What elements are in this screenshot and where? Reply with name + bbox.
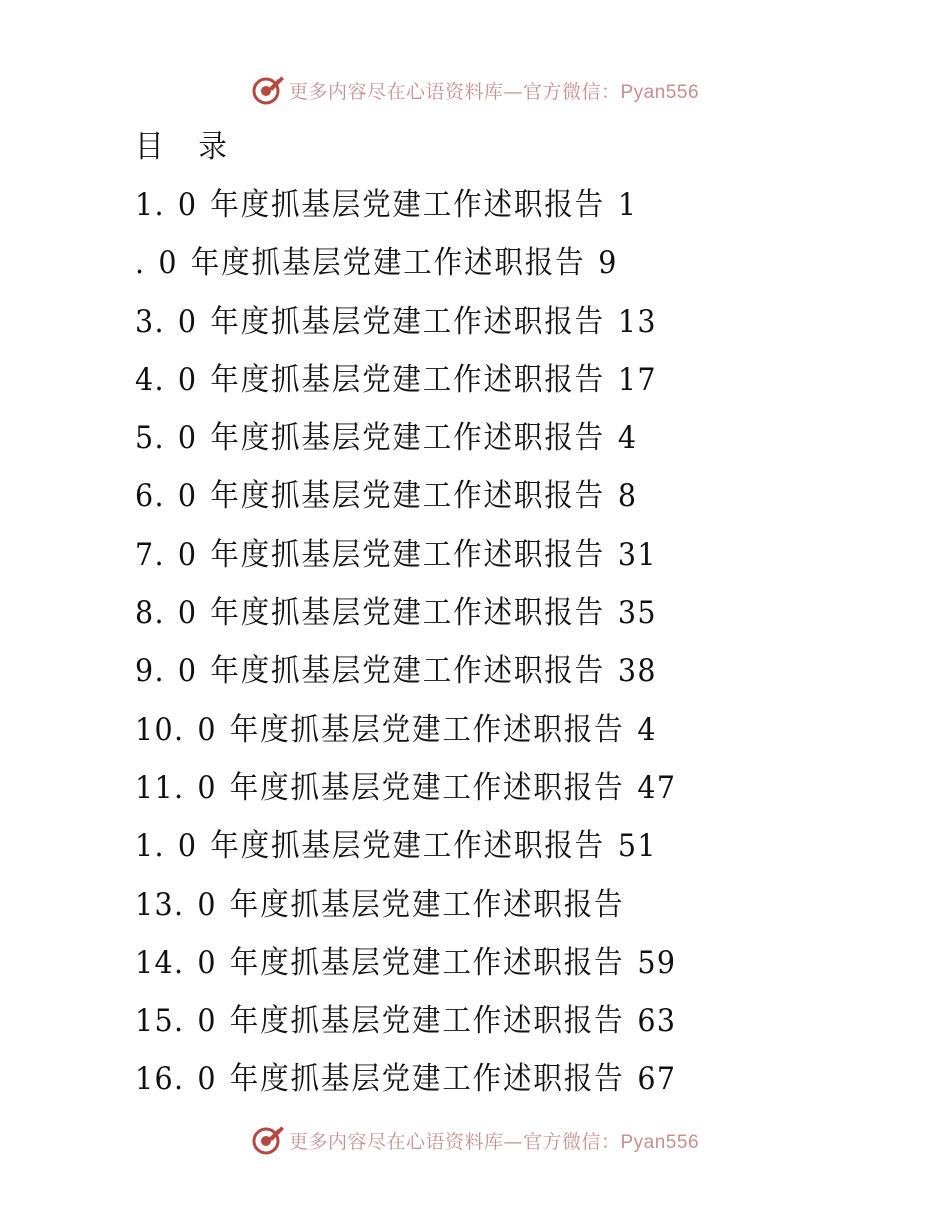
pen-nib-logo-icon [251, 73, 285, 107]
toc-entry-page: 35 [617, 595, 657, 632]
toc-entry [135, 351, 834, 409]
toc-entry-year: 0 [177, 653, 198, 690]
toc-entry-page: 4 [617, 420, 638, 457]
toc-entry-page: 8 [617, 478, 638, 515]
banner-slogan: 更多内容尽在心语资料库—官方微信： [288, 1130, 621, 1153]
toc-entry-number: 16. [135, 1061, 185, 1098]
banner-text [289, 1127, 699, 1154]
toc-entry-number: 6. [135, 478, 165, 515]
toc-entry-title: 年度抓基层党建工作述职报告 [229, 944, 625, 981]
toc-entry-title: 年度抓基层党建工作述职报告 [210, 828, 605, 865]
toc-entry-number: 4. [135, 361, 165, 398]
toc-list [135, 176, 895, 1109]
toc-entry-year: 0 [177, 595, 198, 632]
toc-entry-title: 年度抓基层党建工作述职报告 [229, 886, 625, 923]
toc-entry-number: 9. [135, 653, 165, 690]
toc-entry-title: 年度抓基层党建工作述职报告 [229, 1003, 625, 1040]
toc-entry [135, 409, 834, 467]
toc-entry-title: 年度抓基层党建工作述职报告 [210, 420, 605, 457]
toc-entry-title: 年度抓基层党建工作述职报告 [210, 536, 605, 573]
toc-entry [135, 234, 834, 292]
toc-entry-title: 年度抓基层党建工作述职报告 [229, 711, 625, 748]
toc-entry-number: 3. [135, 303, 165, 340]
toc-entry [135, 526, 834, 584]
toc-entry [135, 176, 834, 234]
toc-entry-number: 14. [135, 944, 185, 981]
toc-entry-page: 1 [617, 187, 638, 223]
footer-banner [0, 1120, 950, 1160]
banner-slogan: 更多内容尽在心语资料库—官方微信： [288, 80, 621, 103]
toc-entry-number: 11. [135, 769, 185, 806]
toc-entry [135, 642, 834, 700]
toc-entry-page: 17 [617, 361, 657, 398]
toc-entry-title: 年度抓基层党建工作述职报告 [190, 245, 586, 282]
pen-nib-logo-icon [251, 1123, 285, 1157]
toc-title: 目 录 [135, 129, 240, 165]
toc-entry [135, 701, 834, 759]
toc-entry-title: 年度抓基层党建工作述职报告 [210, 595, 605, 632]
toc-entry-page: 9 [598, 245, 618, 282]
toc-entry-page: 63 [637, 1003, 677, 1040]
wechat-id: Pyan556 [620, 81, 700, 103]
toc-entry-title: 年度抓基层党建工作述职报告 [210, 303, 605, 340]
toc-entry [135, 817, 834, 875]
toc-entry-page: 38 [617, 653, 657, 690]
toc-entry-page: 47 [637, 769, 677, 806]
toc-entry-year: 0 [158, 245, 178, 282]
toc-entry-title: 年度抓基层党建工作述职报告 [210, 653, 605, 690]
toc-entry-number: 5. [135, 420, 165, 457]
toc-entry-number: 7. [135, 536, 165, 573]
toc-entry-year: 0 [197, 886, 217, 923]
toc-entry-year: 0 [177, 828, 198, 865]
toc-entry [135, 584, 834, 642]
toc-entry-page: 51 [617, 828, 657, 865]
toc-entry-title: 年度抓基层党建工作述职报告 [229, 769, 625, 806]
toc-entry-number: 15. [135, 1003, 185, 1040]
toc-entry-title: 年度抓基层党建工作述职报告 [210, 478, 605, 515]
toc-entry-page: 67 [637, 1061, 677, 1098]
toc-entry-number: . [135, 245, 146, 282]
toc-entry [135, 1050, 834, 1108]
toc-entry-number: 1. [135, 828, 165, 865]
toc-entry-page: 4 [637, 711, 657, 748]
banner-text [289, 77, 699, 104]
toc-entry-year: 0 [197, 1061, 217, 1098]
toc-entry-number: 10. [135, 711, 185, 748]
toc-entry-page: 13 [617, 303, 657, 340]
toc-entry-year: 0 [197, 944, 217, 981]
toc-entry-number: 13. [135, 886, 185, 923]
toc-entry-year: 0 [177, 478, 198, 515]
toc-entry-title: 年度抓基层党建工作述职报告 [210, 361, 605, 398]
toc-entry-title: 年度抓基层党建工作述职报告 [229, 1061, 625, 1098]
toc-entry-page: 59 [637, 944, 677, 981]
toc-entry-number: 8. [135, 595, 165, 632]
toc-entry-year: 0 [197, 769, 217, 806]
toc-entry [135, 293, 834, 351]
toc-entry-year: 0 [177, 536, 198, 573]
toc-entry [135, 992, 834, 1050]
toc-entry-page: 31 [617, 536, 657, 573]
toc-entry-year: 0 [177, 303, 198, 340]
toc-entry-year: 0 [177, 187, 198, 223]
table-of-contents [135, 118, 895, 1109]
toc-entry-title: 年度抓基层党建工作述职报告 [210, 187, 605, 223]
toc-entry-year: 0 [197, 1003, 217, 1040]
toc-entry-number: 1. [135, 187, 165, 223]
toc-entry [135, 467, 834, 525]
toc-entry-year: 0 [197, 711, 217, 748]
toc-entry [135, 759, 834, 817]
header-banner [0, 70, 950, 110]
toc-entry [135, 876, 834, 934]
toc-entry-year: 0 [177, 361, 198, 398]
toc-entry [135, 934, 834, 992]
wechat-id: Pyan556 [620, 1131, 700, 1153]
toc-entry-year: 0 [177, 420, 198, 457]
